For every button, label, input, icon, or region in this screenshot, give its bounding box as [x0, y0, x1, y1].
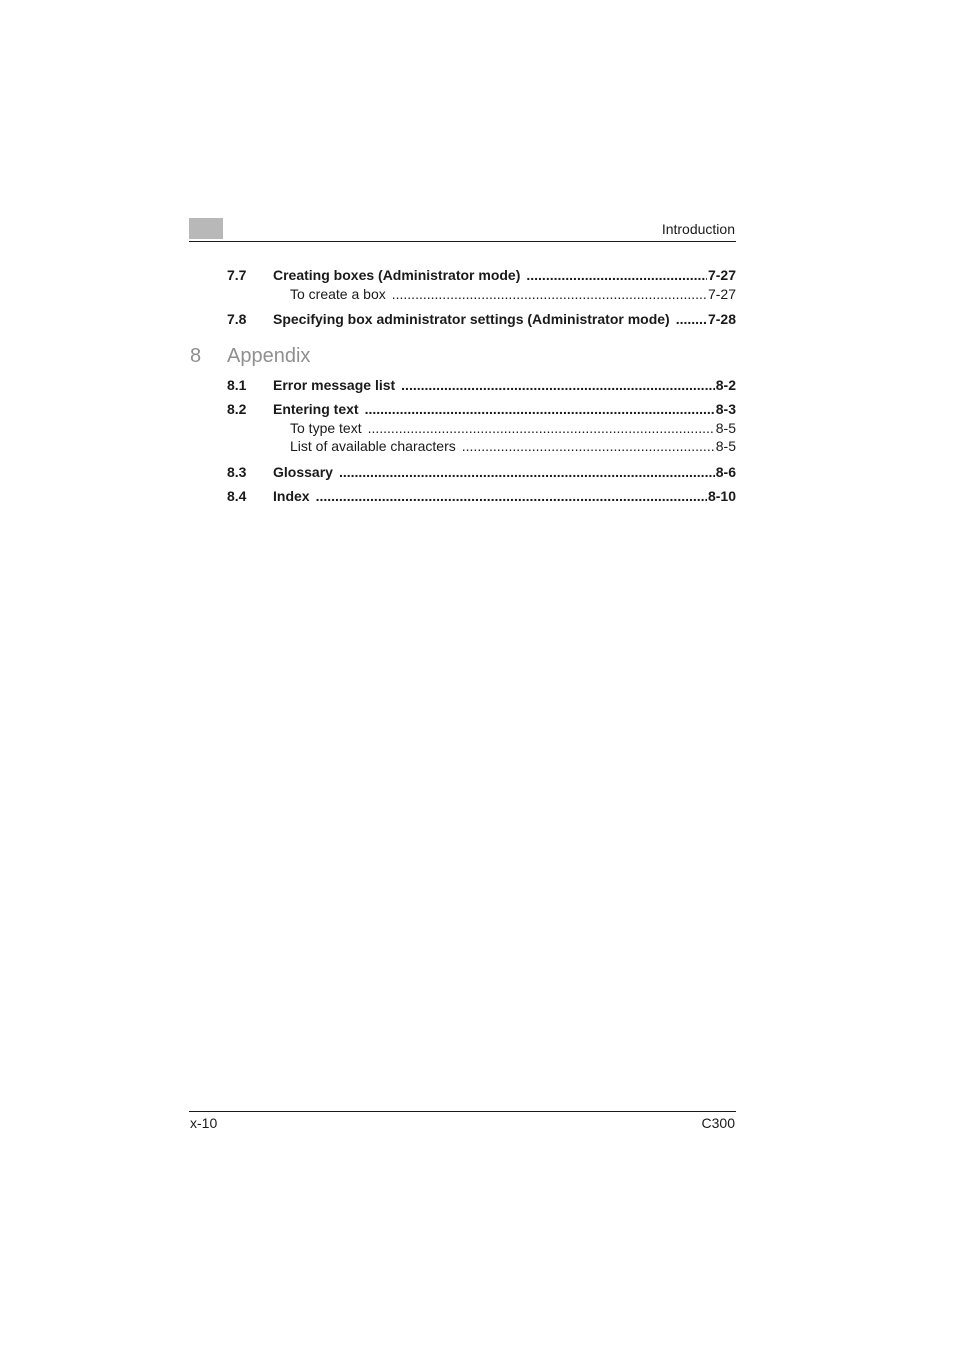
toc-subentry-page: 8-5 [715, 438, 736, 454]
footer-page-number: x-10 [190, 1115, 218, 1131]
toc-entry-label: Creating boxes (Administrator mode) [273, 267, 521, 283]
footer-model-name: C300 [701, 1115, 735, 1131]
toc-subentry-label: To create a box [290, 286, 386, 302]
toc-entry-7-7[interactable] [227, 267, 736, 283]
toc-entry-page: 8-10 [707, 488, 736, 504]
dot-leader [339, 464, 715, 480]
chapter-heading[interactable] [190, 344, 310, 368]
dot-leader [365, 401, 715, 417]
toc-subentry-page: 8-5 [715, 420, 736, 436]
toc-subentry-type-text[interactable] [290, 420, 736, 436]
chapter-title: Appendix [227, 345, 311, 367]
dot-leader [526, 267, 707, 283]
toc-entry-number: 8.4 [227, 488, 247, 504]
header-rule [189, 241, 736, 242]
toc-entry-label: Specifying box administrator settings (Administrator mode) [273, 311, 670, 327]
toc-entry-number: 8.1 [227, 377, 247, 393]
toc-entry-number: 7.7 [227, 267, 247, 283]
toc-entry-8-2[interactable] [227, 401, 736, 417]
toc-subentry-available-characters[interactable] [290, 438, 736, 454]
toc-subentry-label: List of available characters [290, 438, 456, 454]
toc-entry-page: 7-27 [707, 267, 736, 283]
dot-leader [676, 311, 707, 327]
dot-leader [316, 488, 707, 504]
dot-leader [392, 286, 707, 302]
dot-leader [401, 377, 715, 393]
toc-entry-page: 8-2 [715, 377, 736, 393]
toc-entry-8-1[interactable] [227, 377, 736, 393]
toc-entry-page: 7-28 [707, 311, 736, 327]
header-section-title: Introduction [661, 221, 735, 237]
toc-entry-number: 7.8 [227, 311, 247, 327]
header-tab-marker [189, 218, 223, 239]
toc-entry-8-3[interactable] [227, 464, 736, 480]
toc-subentry-create-box[interactable] [290, 286, 736, 302]
toc-subentry-label: To type text [290, 420, 362, 436]
toc-entry-8-4[interactable] [227, 488, 736, 504]
toc-entry-number: 8.2 [227, 401, 247, 417]
toc-entry-label: Error message list [273, 377, 396, 393]
chapter-number: 8 [190, 345, 202, 367]
toc-entry-number: 8.3 [227, 464, 247, 480]
toc-entry-label: Glossary [273, 464, 333, 480]
toc-entry-label: Entering text [273, 401, 359, 417]
toc-entry-label: Index [273, 488, 310, 504]
footer-rule [189, 1111, 736, 1112]
toc-entry-7-8[interactable] [227, 311, 736, 327]
toc-entry-page: 8-6 [715, 464, 736, 480]
toc-subentry-page: 7-27 [707, 286, 736, 302]
dot-leader [368, 420, 715, 436]
dot-leader [462, 438, 715, 454]
toc-entry-page: 8-3 [715, 401, 736, 417]
